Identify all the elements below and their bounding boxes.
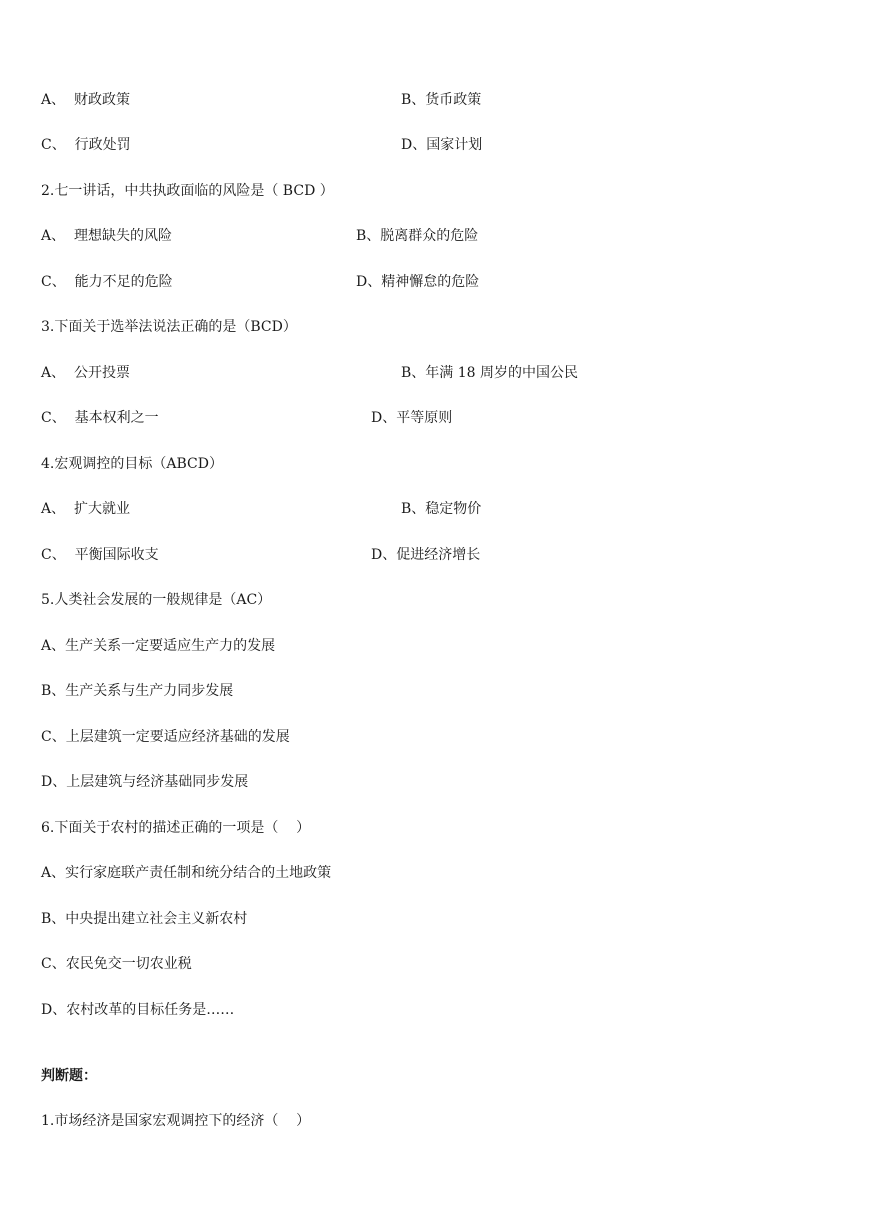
q6-option-a: A、实行家庭联产责任制和统分结合的土地政策 bbox=[41, 865, 332, 881]
q4-option-b: B、稳定物价 bbox=[401, 501, 482, 517]
q2-option-d: D、精神懈怠的危险 bbox=[356, 274, 480, 290]
judge-q1: 1.市场经济是国家宏观调控下的经济（ ） bbox=[41, 1113, 311, 1129]
q1-option-b: B、货币政策 bbox=[401, 92, 482, 108]
section-heading-judgement: 判断题： bbox=[41, 1068, 97, 1084]
q4-option-a: A、 扩大就业 bbox=[41, 501, 131, 517]
q2-option-c: C、 能力不足的危险 bbox=[41, 274, 173, 290]
q4-stem: 4.宏观调控的目标（ABCD） bbox=[41, 456, 223, 472]
q4-option-d: D、促进经济增长 bbox=[371, 547, 481, 563]
q5-option-d: D、上层建筑与经济基础同步发展 bbox=[41, 774, 249, 790]
q5-stem: 5.人类社会发展的一般规律是（AC） bbox=[41, 592, 272, 608]
q1-option-d: D、国家计划 bbox=[401, 137, 483, 153]
q1-option-c: C、 行政处罚 bbox=[41, 137, 131, 153]
q5-option-b: B、生产关系与生产力同步发展 bbox=[41, 683, 234, 699]
q3-option-d: D、平等原则 bbox=[371, 410, 453, 426]
q5-option-a: A、生产关系一定要适应生产力的发展 bbox=[41, 638, 276, 654]
q6-option-d: D、农村改革的目标任务是…… bbox=[41, 1002, 235, 1018]
q6-option-c: C、农民免交一切农业税 bbox=[41, 956, 192, 972]
q3-option-b: B、年满 18 周岁的中国公民 bbox=[401, 365, 579, 381]
q2-option-a: A、 理想缺失的风险 bbox=[41, 228, 173, 244]
q3-stem: 3.下面关于选举法说法正确的是（BCD） bbox=[41, 319, 297, 335]
q5-option-c: C、上层建筑一定要适应经济基础的发展 bbox=[41, 729, 290, 745]
q4-option-c: C、 平衡国际收支 bbox=[41, 547, 159, 563]
q1-option-a: A、 财政政策 bbox=[41, 92, 131, 108]
q6-stem: 6.下面关于农村的描述正确的一项是（ ） bbox=[41, 820, 311, 836]
q2-option-b: B、脱离群众的危险 bbox=[356, 228, 479, 244]
q3-option-c: C、 基本权利之一 bbox=[41, 410, 159, 426]
q2-stem: 2.七一讲话，中共执政面临的风险是（ BCD ） bbox=[41, 183, 334, 199]
q3-option-a: A、 公开投票 bbox=[41, 365, 131, 381]
q6-option-b: B、中央提出建立社会主义新农村 bbox=[41, 911, 248, 927]
